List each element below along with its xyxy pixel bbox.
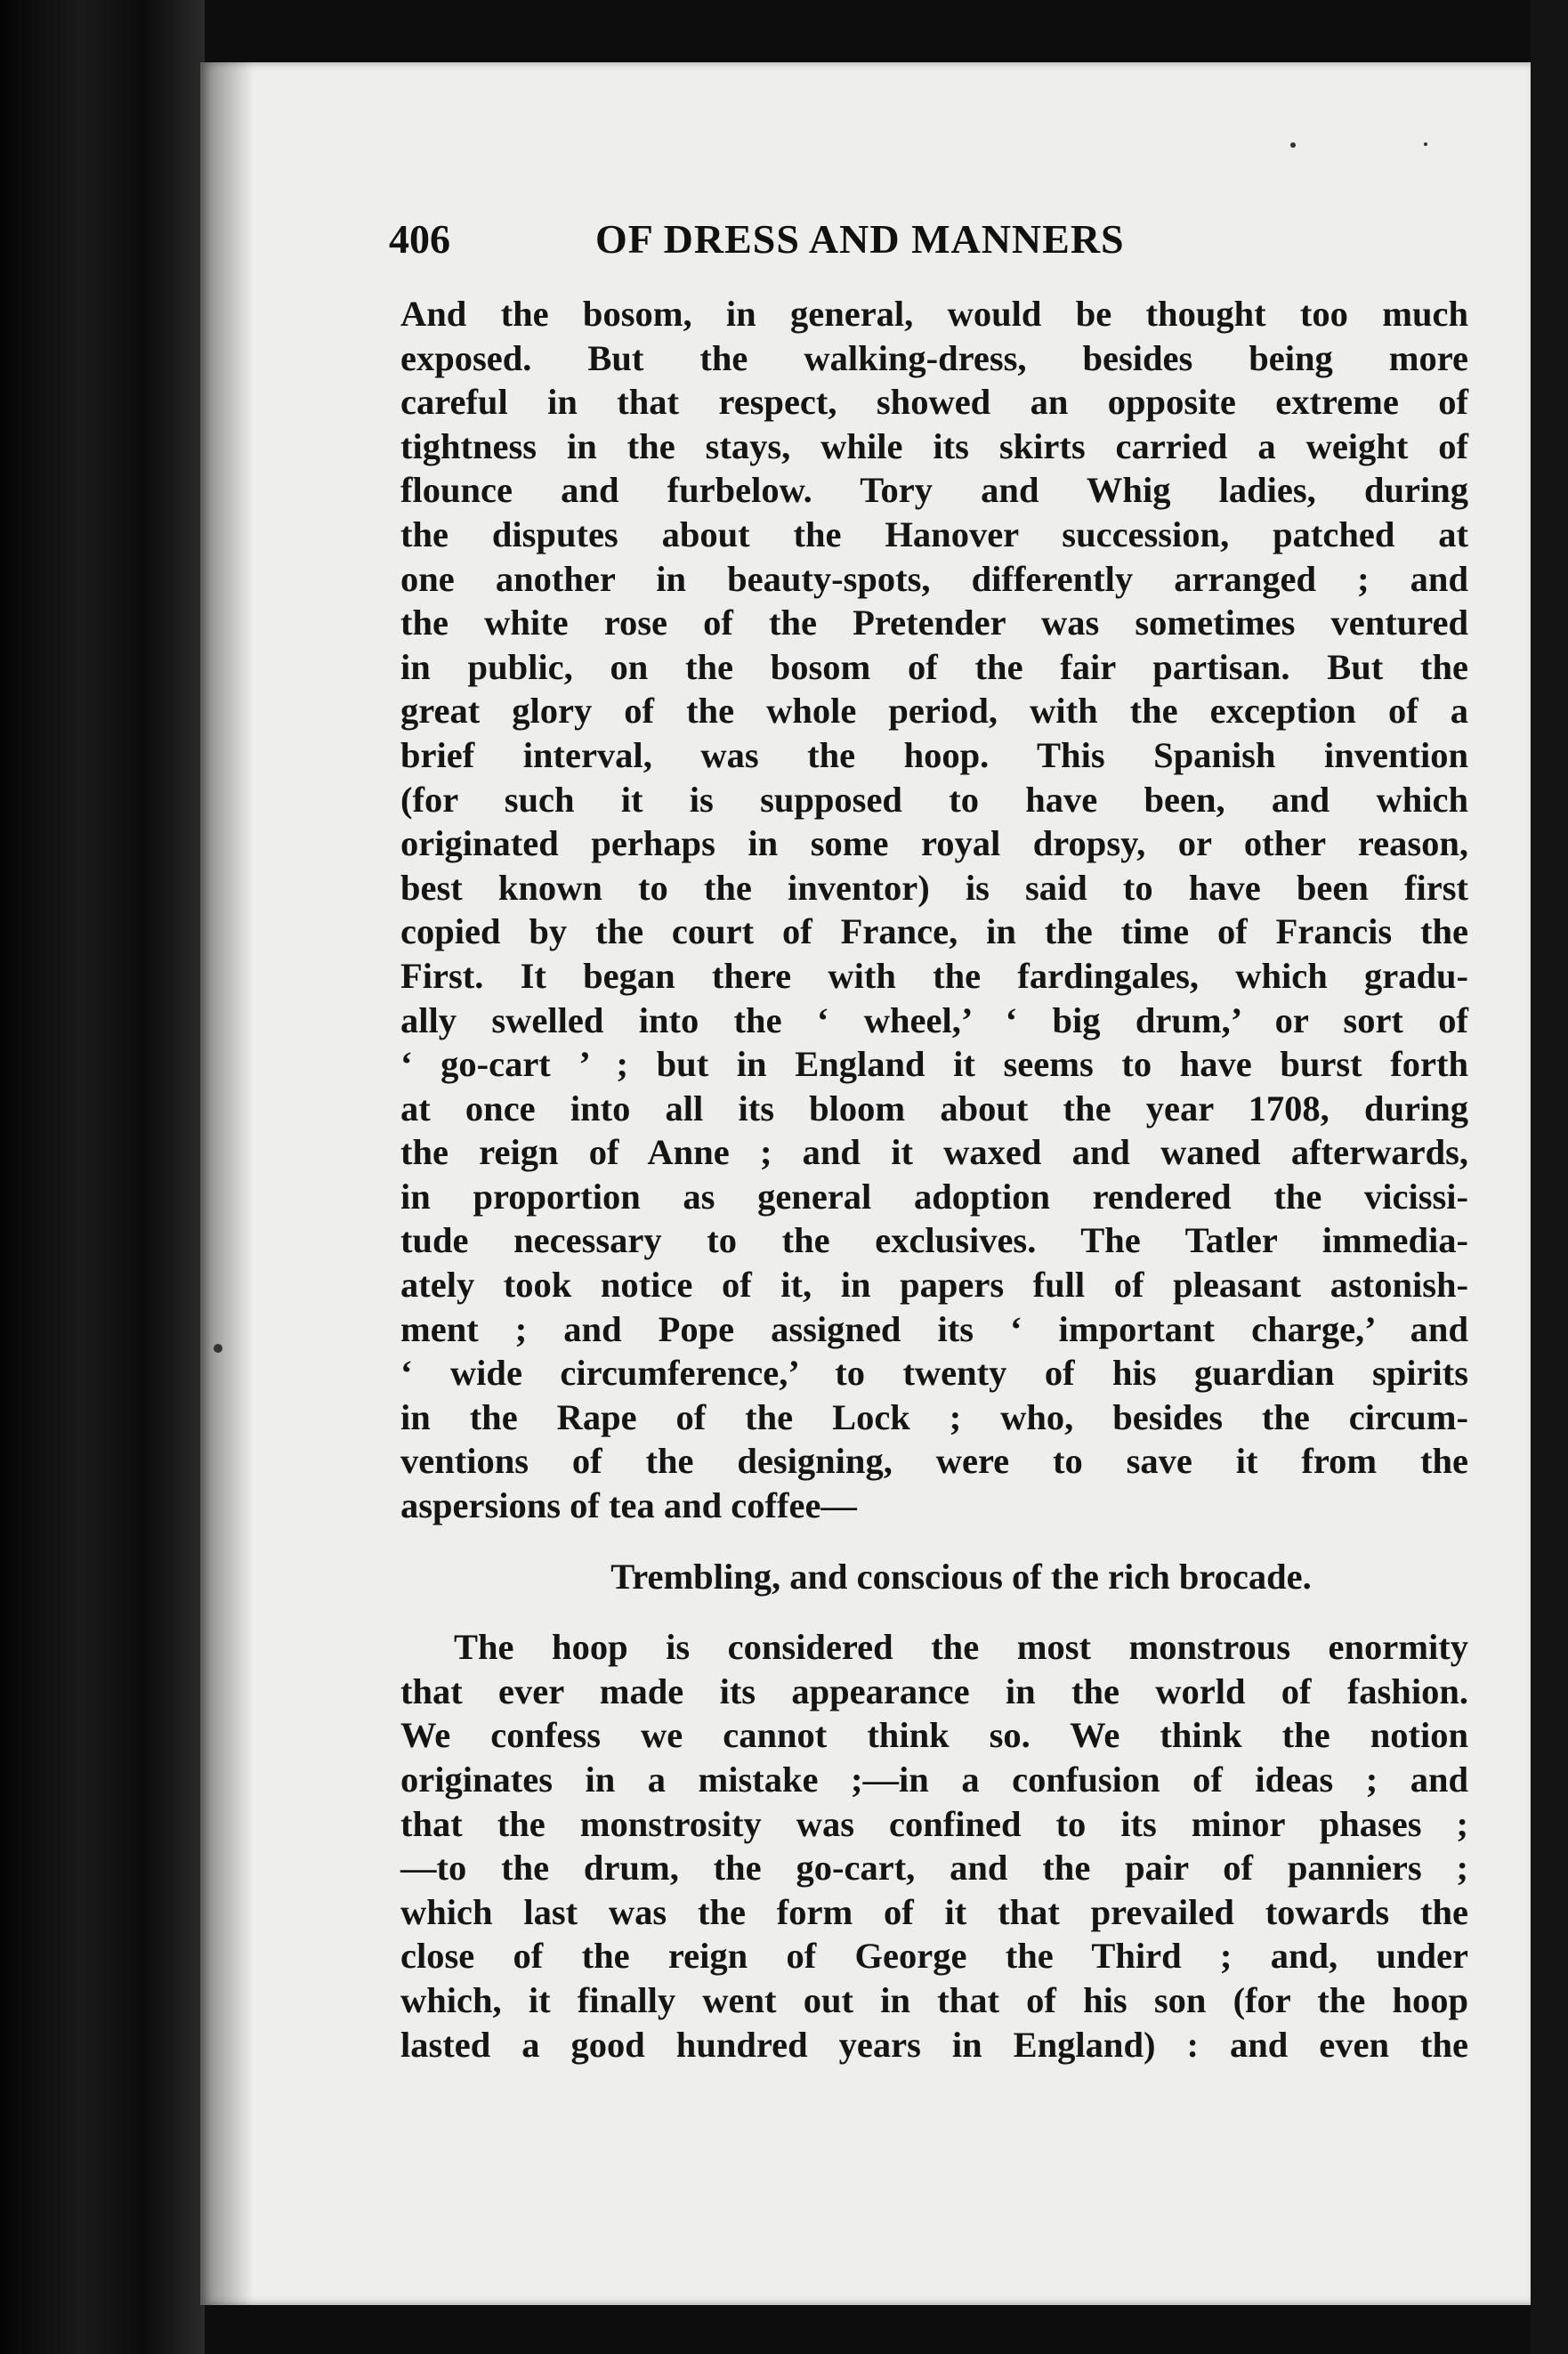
page-edge-dark <box>1531 0 1568 2354</box>
verse-quotation: Trembling, and conscious of the rich brocade. <box>610 1556 1312 1597</box>
text-line: which last was the form of it that prevailed towards the <box>400 1891 1468 1932</box>
text-line: exposed. But the walking-dress, besides being more <box>400 337 1468 378</box>
body-text <box>400 292 1468 2067</box>
gutter-shadow <box>200 62 254 2305</box>
text-line: The hoop is considered the most monstrous enormity <box>454 1627 1468 1668</box>
text-line: flounce and furbelow. Tory and Whig ladies, during <box>400 470 1468 511</box>
text-line: close of the reign of George the Third ; and, under <box>400 1936 1468 1977</box>
text-line: in proportion as general adoption rendered the vicissi- <box>400 1176 1468 1217</box>
paper-speck <box>214 1344 222 1353</box>
text-line: ately took notice of it, in papers full of pleasant astonish- <box>400 1265 1468 1306</box>
paper-speck <box>1424 142 1427 146</box>
text-line: First. It began there with the fardingales, which gradu- <box>400 955 1468 996</box>
book-spine-shadow <box>0 0 205 2354</box>
text-line: the reign of Anne ; and it waxed and waned afterwards, <box>400 1132 1468 1173</box>
text-line: originated perhaps in some royal dropsy, or other reason, <box>400 823 1468 864</box>
text-line: tightness in the stays, while its skirts carried a weight of <box>400 425 1468 466</box>
text-line: lasted a good hundred years in England) : and even the <box>400 2024 1468 2065</box>
text-line: aspersions of tea and coffee— <box>400 1485 857 1526</box>
text-line: ventions of the designing, were to save it from the <box>400 1441 1468 1482</box>
text-line: originates in a mistake ;—in a confusion of ideas ; and <box>400 1759 1468 1800</box>
text-line: copied by the court of France, in the time of Francis the <box>400 911 1468 952</box>
text-line: great glory of the whole period, with the exception of a <box>400 691 1468 732</box>
text-line: at once into all its bloom about the year 1708, during <box>400 1088 1468 1128</box>
text-line: that ever made its appearance in the world of fashion. <box>400 1670 1468 1711</box>
text-line: —to the drum, the go-cart, and the pair of panniers ; <box>400 1848 1468 1889</box>
text-line: ‘ wide circumference,’ to twenty of his guardian spirits <box>400 1353 1468 1394</box>
text-line: ally swelled into the ‘ wheel,’ ‘ big drum,’ or sort of <box>400 999 1468 1040</box>
text-line: that the monstrosity was confined to its minor phases ; <box>400 1803 1468 1844</box>
text-line: which, it finally went out in that of his son (for the hoop <box>400 1979 1468 2020</box>
text-line: the white rose of the Pretender was sometimes ventured <box>400 603 1468 643</box>
text-line: in public, on the bosom of the fair partisan. But the <box>400 646 1468 687</box>
text-line: tude necessary to the exclusives. The Tatler immedia- <box>400 1220 1468 1261</box>
paragraph-1 <box>400 292 1468 1528</box>
text-line: best known to the inventor) is said to have been first <box>400 867 1468 908</box>
text-line: We confess we cannot think so. We think the notion <box>400 1715 1468 1756</box>
text-line: ‘ go-cart ’ ; but in England it seems to have burst forth <box>400 1044 1468 1085</box>
page-header <box>389 215 1461 274</box>
running-head: OF DRESS AND MANNERS <box>595 216 1125 262</box>
text-line: ment ; and Pope assigned its ‘ important charge,’ and <box>400 1308 1468 1349</box>
page-number: 406 <box>389 216 450 262</box>
text-line: one another in beauty-spots, differently arranged ; and <box>400 558 1468 599</box>
text-line: brief interval, was the hoop. This Spanish invention <box>400 734 1468 775</box>
text-line: (for such it is supposed to have been, and which <box>400 779 1468 820</box>
paper-speck <box>1290 142 1296 148</box>
text-line: in the Rape of the Lock ; who, besides the circum- <box>400 1396 1468 1437</box>
text-line: And the bosom, in general, would be thought too much <box>400 294 1468 334</box>
text-line: careful in that respect, showed an opposite extreme of <box>400 382 1468 423</box>
text-line: the disputes about the Hanover succession, patched at <box>400 514 1468 554</box>
paragraph-2 <box>400 1625 1468 2067</box>
